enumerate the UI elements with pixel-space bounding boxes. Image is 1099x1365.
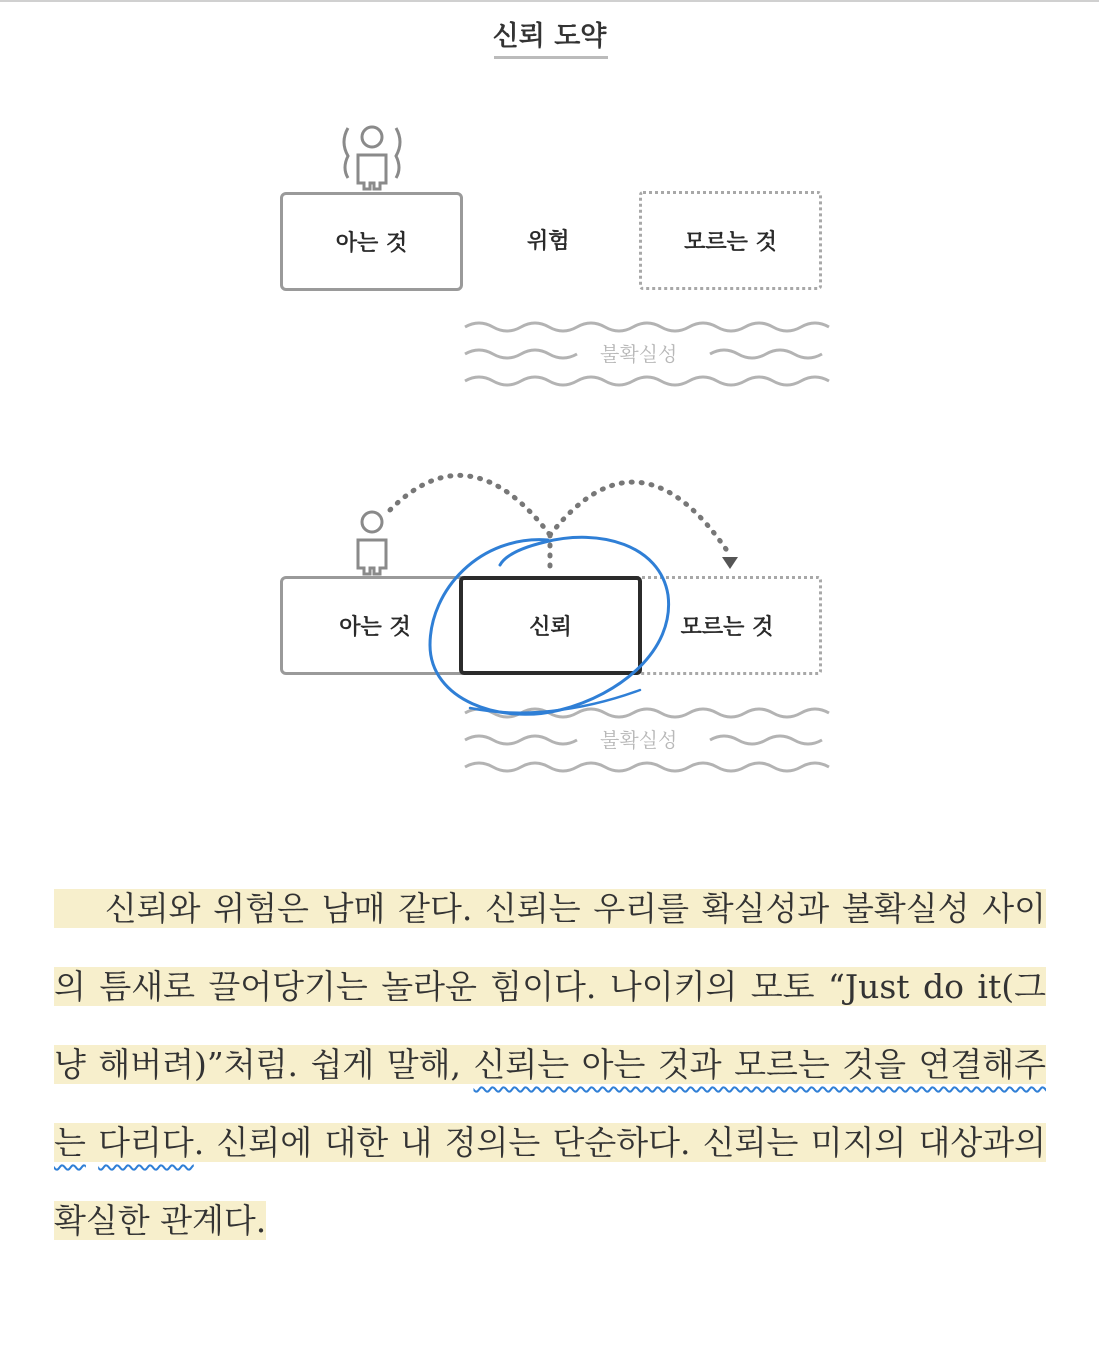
unknown-box-top: 모르는 것 [639, 191, 822, 290]
paragraph-text-2: . 신뢰에 대한 내 정의는 단순하다. 신뢰는 미지의 대상과의 확실한 관계다. [54, 1123, 1046, 1240]
paragraph-text-1: 신뢰와 위험은 남매 같다. 신뢰는 우리를 확실성과 불확실성 사이의 틈새로 끌어당기는 놀라운 힘이다. 나이키의 모토 “Just do it(그냥 해버려)”처럼. 쉽게 말해, [54, 889, 1046, 1084]
risk-label: 위험 [527, 229, 570, 254]
unknown-box-bottom: 모르는 것 [632, 576, 822, 675]
underlined-phrase-2: 다리다 [98, 1123, 194, 1162]
known-box-bottom: 아는 것 [280, 576, 470, 675]
figure-title: 신뢰 도약 [492, 21, 607, 52]
body-paragraph [54, 870, 1046, 1260]
known-box-top: 아는 것 [280, 192, 463, 291]
uncertainty-label-top: 불확실성 [594, 338, 683, 367]
trust-box: 신뢰 [459, 576, 642, 675]
paragraph-space [86, 1123, 98, 1162]
uncertainty-label-bottom: 불확실성 [594, 724, 683, 753]
underlined-phrase-1: 신뢰는 아는 것과 모르는 것을 연결해주는 [54, 1045, 1046, 1162]
